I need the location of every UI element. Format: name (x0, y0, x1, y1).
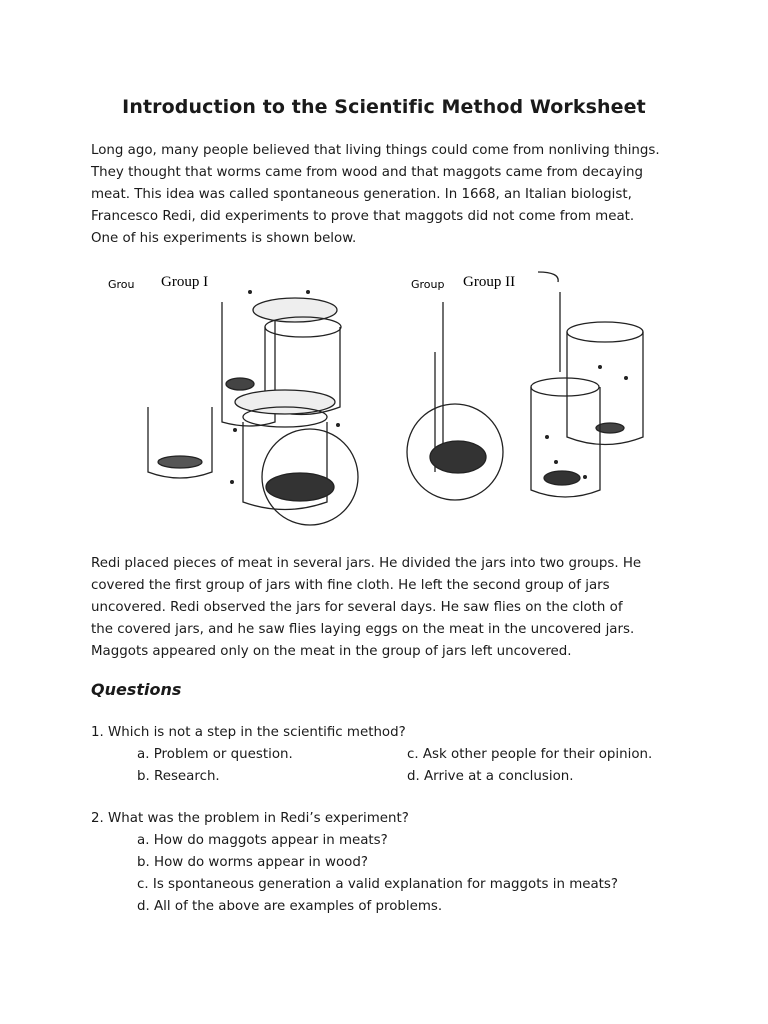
question-2-option-b: b. How do worms appear in wood? (137, 855, 368, 870)
question-2 (91, 808, 691, 918)
questions-heading: Questions (91, 680, 182, 699)
group-two-small-label: Group (411, 278, 445, 291)
cloth-cover (235, 390, 335, 414)
meat-piece (266, 473, 334, 501)
meat-piece (226, 378, 254, 390)
meat-piece (158, 456, 202, 468)
question-1-option-b: b. Research. (137, 769, 220, 784)
question-2-option-d: d. All of the above are examples of problems. (137, 899, 443, 914)
question-1 (91, 722, 691, 788)
intro-line: Francesco Redi, did experiments to prove that maggots did not come from meat. (91, 209, 635, 224)
jar-outline (538, 272, 558, 282)
description-line: Redi placed pieces of meat in several jars. He divided the jars into two groups. He (91, 556, 642, 571)
description-paragraph (91, 553, 681, 663)
intro-line: meat. This idea was called spontaneous generation. In 1668, an Italian biologist, (91, 187, 632, 202)
question-1-option-d: d. Arrive at a conclusion. (407, 769, 574, 784)
question-2-option-c: c. Is spontaneous generation a valid explanation for maggots in meats? (137, 877, 619, 892)
meat-piece (544, 471, 580, 485)
jar-rim (567, 322, 643, 342)
intro-line: They thought that worms came from wood and that maggots came from decaying (91, 165, 644, 180)
question-1-text: 1. Which is not a step in the scientific method? (91, 725, 406, 740)
question-2-text: 2. What was the problem in Redi’s experiment? (91, 811, 409, 826)
description-line: Maggots appeared only on the meat in the group of jars left uncovered. (91, 644, 572, 659)
question-1-option-c: c. Ask other people for their opinion. (407, 747, 653, 762)
question-1-options-row-2 (91, 766, 691, 788)
group-one-label: Group I (161, 274, 209, 290)
fly-marks (545, 365, 628, 479)
description-line: uncovered. Redi observed the jars for several days. He saw flies on the cloth of (91, 600, 623, 615)
intro-line: One of his experiments is shown below. (91, 231, 357, 246)
meat-piece (430, 441, 486, 473)
redi-experiment-illustration (100, 262, 660, 537)
intro-paragraph (91, 140, 681, 250)
worksheet-title: Introduction to the Scientific Method Worksheet (122, 96, 646, 118)
group-two-label: Group II (463, 274, 516, 290)
group-one-small-label: Grou (108, 278, 135, 291)
question-1-options-row-1 (91, 744, 691, 766)
jar-rim (531, 378, 599, 396)
question-2-option-a: a. How do maggots appear in meats? (137, 833, 388, 848)
description-line: covered the first group of jars with fine cloth. He left the second group of jars (91, 578, 610, 593)
description-line: the covered jars, and he saw flies laying eggs on the meat in the uncovered jars. (91, 622, 635, 637)
intro-line: Long ago, many people believed that living things could come from nonliving things. (91, 143, 660, 158)
question-1-option-a: a. Problem or question. (137, 747, 293, 762)
